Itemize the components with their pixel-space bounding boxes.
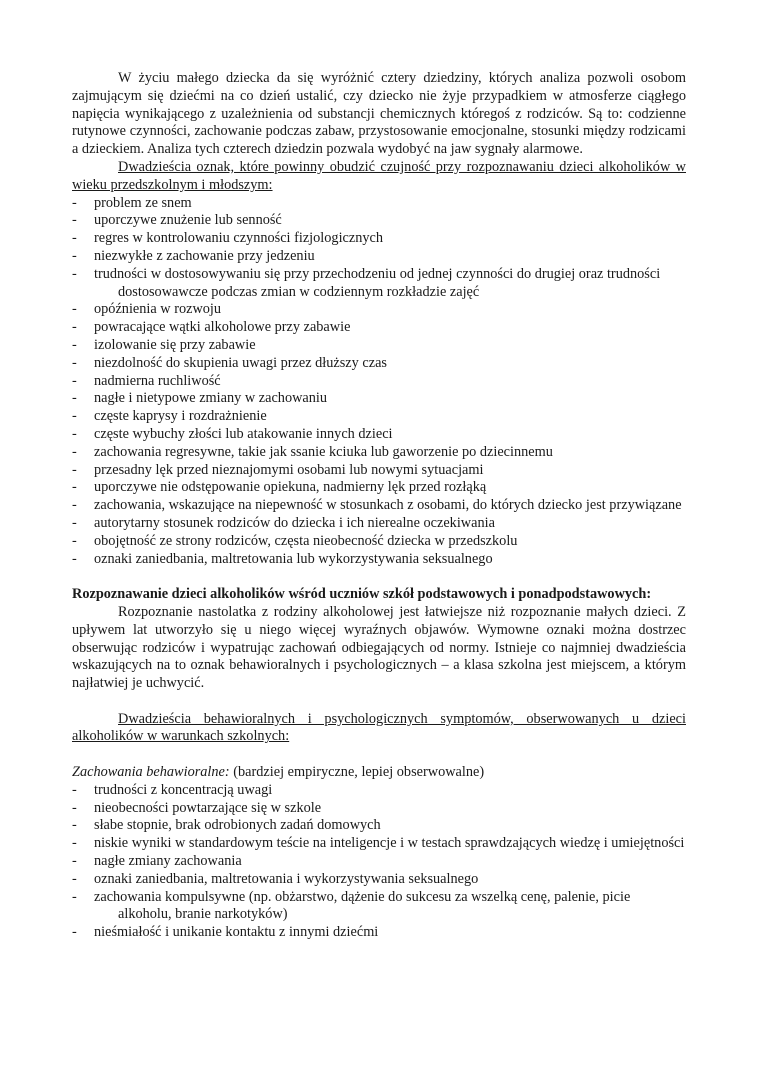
list-item-text: przesadny lęk przed nieznajomymi osobami lub nowymi sytuacjami	[94, 461, 484, 478]
section2-subtitle: Dwadzieścia behawioralnych i psychologicznych symptomów, obserwowanych u dzieci alkoholików w warunkach szkolnych:	[72, 710, 686, 745]
bullet-dash: -	[72, 888, 77, 905]
list-item	[72, 426, 686, 444]
section2-list	[72, 782, 686, 942]
list-item	[72, 266, 686, 302]
section1-title: Dwadzieścia oznak, które powinny obudzić czujność przy rozpoznawaniu dzieci alkoholików w wieku przedszkolnym i młodszym:	[72, 158, 686, 193]
list-item	[72, 924, 686, 942]
list-item	[72, 355, 686, 373]
spacer	[72, 568, 686, 586]
section2-paragraph: Rozpoznanie nastolatka z rodziny alkoholowej jest łatwiejsze niż rozpoznanie małych dzieci. Z upływem lat utworzyło się u niego więcej wyraźnych objawów. Wymowne oznaki można dostrzec obserwując rodziców i wypatrując zachowań odbiegających od normy. Istnieje co najmniej dwadzieścia wskazujących na to oznak behawioralnych i psychologicznych – a klasa szkolna jest miejscem, a którym najłatwiej je uchwycić.	[72, 603, 686, 692]
bullet-dash: -	[72, 781, 77, 798]
bullet-dash: -	[72, 390, 77, 407]
bullet-dash: -	[72, 924, 77, 941]
bullet-dash: -	[72, 247, 77, 264]
spacer	[72, 746, 686, 764]
bullet-dash: -	[72, 265, 77, 282]
list-item-text: oznaki zaniedbania, maltretowania lub wykorzystywania seksualnego	[94, 550, 493, 567]
bullet-dash: -	[72, 372, 77, 389]
bullet-dash: -	[72, 532, 77, 549]
list-item	[72, 373, 686, 391]
list-item	[72, 871, 686, 889]
list-item-text: nagłe i nietypowe zmiany w zachowaniu	[94, 390, 328, 407]
list-item-text: uporczywe znużenie lub senność	[94, 212, 282, 229]
bullet-dash: -	[72, 194, 77, 211]
list-item	[72, 551, 686, 569]
category-label: Zachowania behawioralne:	[72, 764, 230, 781]
bullet-dash: -	[72, 443, 77, 460]
list-item-text: częste wybuchy złości lub atakowanie innych dzieci	[94, 425, 393, 442]
bullet-dash: -	[72, 319, 77, 336]
list-item	[72, 195, 686, 213]
list-item-text: nieobecności powtarzające się w szkole	[94, 799, 322, 816]
list-item	[72, 462, 686, 480]
list-item-text: obojętność ze strony rodziców, częsta nieobecność dziecka w przedszkolu	[94, 532, 518, 549]
list-item	[72, 889, 686, 925]
list-item	[72, 853, 686, 871]
list-item	[72, 835, 686, 853]
category-note: (bardziej empiryczne, lepiej obserwowalne)	[229, 764, 485, 781]
list-item	[72, 800, 686, 818]
bullet-dash: -	[72, 870, 77, 887]
list-item	[72, 408, 686, 426]
list-item	[72, 497, 686, 515]
bullet-dash: -	[72, 835, 77, 852]
list-item	[72, 390, 686, 408]
list-item-text: problem ze snem	[94, 194, 192, 211]
list-item	[72, 782, 686, 800]
list-item-text: słabe stopnie, brak odrobionych zadań domowych	[94, 817, 381, 834]
list-item-text: zachowania regresywne, takie jak ssanie kciuka lub gaworzenie po dziecinnemu	[94, 443, 553, 460]
list-item	[72, 337, 686, 355]
list-item	[72, 479, 686, 497]
list-item-text: zachowania kompulsywne (np. obżarstwo, dążenie do sukcesu za wszelką cenę, palenie, picie alkoholu, branie narkotyków)	[94, 888, 631, 923]
list-item-text: nadmierna ruchliwość	[94, 372, 221, 389]
list-item	[72, 533, 686, 551]
bullet-dash: -	[72, 479, 77, 496]
list-item	[72, 817, 686, 835]
bullet-dash: -	[72, 301, 77, 318]
section1-list	[72, 195, 686, 569]
bullet-dash: -	[72, 497, 77, 514]
list-item-text: autorytarny stosunek rodziców do dziecka i ich nierealne oczekiwania	[94, 514, 495, 531]
bullet-dash: -	[72, 408, 77, 425]
list-item-text: uporczywe nie odstępowanie opiekuna, nadmierny lęk przed rozłąką	[94, 479, 487, 496]
list-item-text: niezdolność do skupienia uwagi przez dłuższy czas	[94, 354, 387, 371]
bullet-dash: -	[72, 461, 77, 478]
list-item-text: nagłe zmiany zachowania	[94, 853, 242, 870]
category-line	[72, 764, 686, 782]
list-item-text: oznaki zaniedbania, maltretowania i wykorzystywania seksualnego	[94, 870, 479, 887]
list-item-text: trudności w dostosowywaniu się przy przechodzeniu od jednej czynności do drugiej oraz trudności dostosowawcze podczas zmian w codziennym rozkładzie zajęć	[94, 265, 661, 300]
spacer	[72, 693, 686, 711]
list-item-text: opóźnienia w rozwoju	[94, 301, 222, 318]
bullet-dash: -	[72, 514, 77, 531]
bullet-dash: -	[72, 799, 77, 816]
list-item	[72, 319, 686, 337]
list-item-text: częste kaprysy i rozdrażnienie	[94, 408, 267, 425]
list-item-text: zachowania, wskazujące na niepewność w stosunkach z osobami, do których dziecko jest przywiązane	[94, 497, 682, 514]
bullet-dash: -	[72, 853, 77, 870]
bullet-dash: -	[72, 212, 77, 229]
list-item	[72, 301, 686, 319]
bullet-dash: -	[72, 336, 77, 353]
bullet-dash: -	[72, 354, 77, 371]
list-item-text: niskie wyniki w standardowym teście na inteligencje i w testach sprawdzających wiedzę i umiejętności	[94, 835, 685, 852]
section2-heading: Rozpoznawanie dzieci alkoholików wśród uczniów szkół podstawowych i ponadpodstawowych:	[72, 586, 652, 603]
list-item	[72, 515, 686, 533]
document-page	[72, 70, 686, 942]
list-item-text: powracające wątki alkoholowe przy zabawie	[94, 319, 351, 336]
bullet-dash: -	[72, 425, 77, 442]
list-item-text: nieśmiałość i unikanie kontaktu z innymi dziećmi	[94, 924, 379, 941]
list-item	[72, 230, 686, 248]
list-item	[72, 248, 686, 266]
list-item	[72, 444, 686, 462]
bullet-dash: -	[72, 550, 77, 567]
intro-paragraph: W życiu małego dziecka da się wyróżnić cztery dziedziny, których analiza pozwoli osobom zajmującym się dziećmi na co dzień ustalić, czy dziecko nie żyje przypadkiem w atmosferze ciągłego napięcia wynikającego z uzależnienia od substancji chemicznych któregoś z rodziców. Są to: codzienne rutynowe czynności, zachowanie podczas zabaw, przystosowanie emocjonalne, stosunki między rodzicami a dzieckiem. Analiza tych czterech dziedzin pozwala wydobyć na jaw sygnały alarmowe.	[72, 70, 686, 158]
list-item	[72, 212, 686, 230]
bullet-dash: -	[72, 817, 77, 834]
list-item-text: niezwykłe z zachowanie przy jedzeniu	[94, 247, 315, 264]
bullet-dash: -	[72, 230, 77, 247]
list-item-text: regres w kontrolowaniu czynności fizjologicznych	[94, 230, 384, 247]
list-item-text: trudności z koncentracją uwagi	[94, 781, 273, 798]
list-item-text: izolowanie się przy zabawie	[94, 336, 256, 353]
